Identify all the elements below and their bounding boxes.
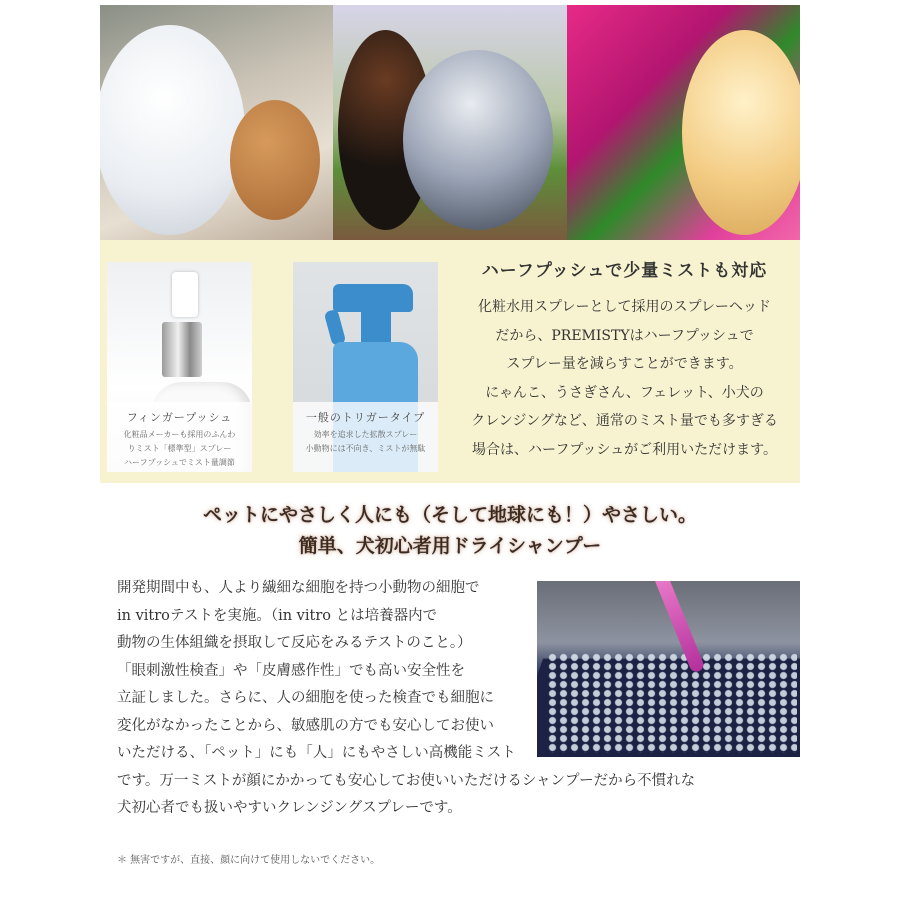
body-line: 犬初心者でも扱いやすいクレンジングスプレーです。: [117, 800, 462, 816]
body-line: いただける、「ペット」にも「人」にもやさしい高機能ミスト: [117, 745, 516, 761]
caption-line: ハーフプッシュでミスト量調節: [124, 458, 235, 467]
aussie-dog: [403, 50, 553, 230]
safety-body-text: [117, 575, 797, 823]
finger-push-title: フィンガープッシュ: [126, 411, 233, 424]
trigger-neck: [361, 310, 391, 345]
body-line: 立証しました。さらに、人の細胞を使った検査でも細胞に: [117, 690, 494, 706]
samoyed-dog: [100, 25, 245, 235]
tagline-line-2: 簡単、犬初心者用ドライシャンプー: [298, 535, 602, 557]
trigger-title: 一般のトリガータイプ: [305, 411, 426, 424]
info-line: にゃんこ、うさぎさん、フェレット、小犬の: [485, 384, 764, 401]
bottle-collar: [162, 322, 202, 377]
body-line: です。万一ミストが顔にかかっても安心してお使いいただけるシャンプーだから不慣れな: [117, 772, 696, 789]
pomeranian-dog: [682, 30, 800, 235]
trigger-description: [293, 428, 438, 456]
info-line: 化粧水用スプレーとして採用のスプレーヘッド: [478, 299, 771, 315]
info-line: スプレー量を減らすことができます。: [506, 356, 743, 372]
samoyed-and-chihuahua-photo: [100, 5, 333, 240]
info-line: 場合は、ハーフプッシュがご利用いただけます。: [472, 441, 777, 458]
body-line: 動物の生体組織を摂取して反応をみるテストのこと。）: [117, 635, 472, 651]
trigger-lever: [324, 309, 347, 346]
trigger-type-card: [293, 262, 438, 472]
usage-note: ＊ 無害ですが、直接、顔に向けて使用しないでください。: [117, 855, 381, 866]
trigger-head: [333, 284, 413, 312]
trigger-caption: [293, 402, 438, 472]
caption-line: 効率を追求した拡散スプレー: [313, 430, 418, 439]
finger-push-description: [107, 428, 252, 470]
tagline-line-1: ペットにやさしく人にも（そして地球にも！）やさしい。: [202, 504, 697, 526]
body-line: in vitroテストを実施。（in vitro とは培養器内で: [117, 607, 438, 624]
photo-strip: [100, 5, 800, 240]
body-line: 変化がなかったことから、敏感肌の方でも安心してお使い: [117, 717, 494, 734]
info-text: [452, 256, 797, 464]
body-line: 「眼刺激性検査」や「皮膚感作性」でも高い安全性を: [117, 662, 465, 679]
caption-line: りミスト「標準型」スプレー: [127, 444, 232, 453]
info-heading: ハーフプッシュで少量ミストも対応: [481, 261, 768, 281]
finger-push-card: [107, 262, 252, 472]
info-body: [452, 293, 797, 464]
pomeranian-with-flowers-photo: [567, 5, 800, 240]
body-line: 開発期間中も、人より繊細な細胞を持つ小動物の細胞で: [117, 580, 480, 596]
info-line: だから、PREMISTYはハーフプッシュで: [495, 327, 754, 344]
info-line: クレンジングなど、通常のミスト量でも多すぎる: [471, 413, 778, 429]
bottle-cap: [172, 272, 198, 317]
chihuahua-dog: [230, 100, 320, 220]
bernese-and-aussie-photo: [333, 5, 566, 240]
half-push-info-panel: [100, 240, 800, 483]
finger-push-caption: [107, 402, 252, 472]
tagline: [100, 500, 800, 562]
caption-line: 化粧品メーカーも採用のふんわ: [123, 430, 236, 439]
caption-line: 小動物には不向き、ミストが無駄: [305, 444, 426, 453]
